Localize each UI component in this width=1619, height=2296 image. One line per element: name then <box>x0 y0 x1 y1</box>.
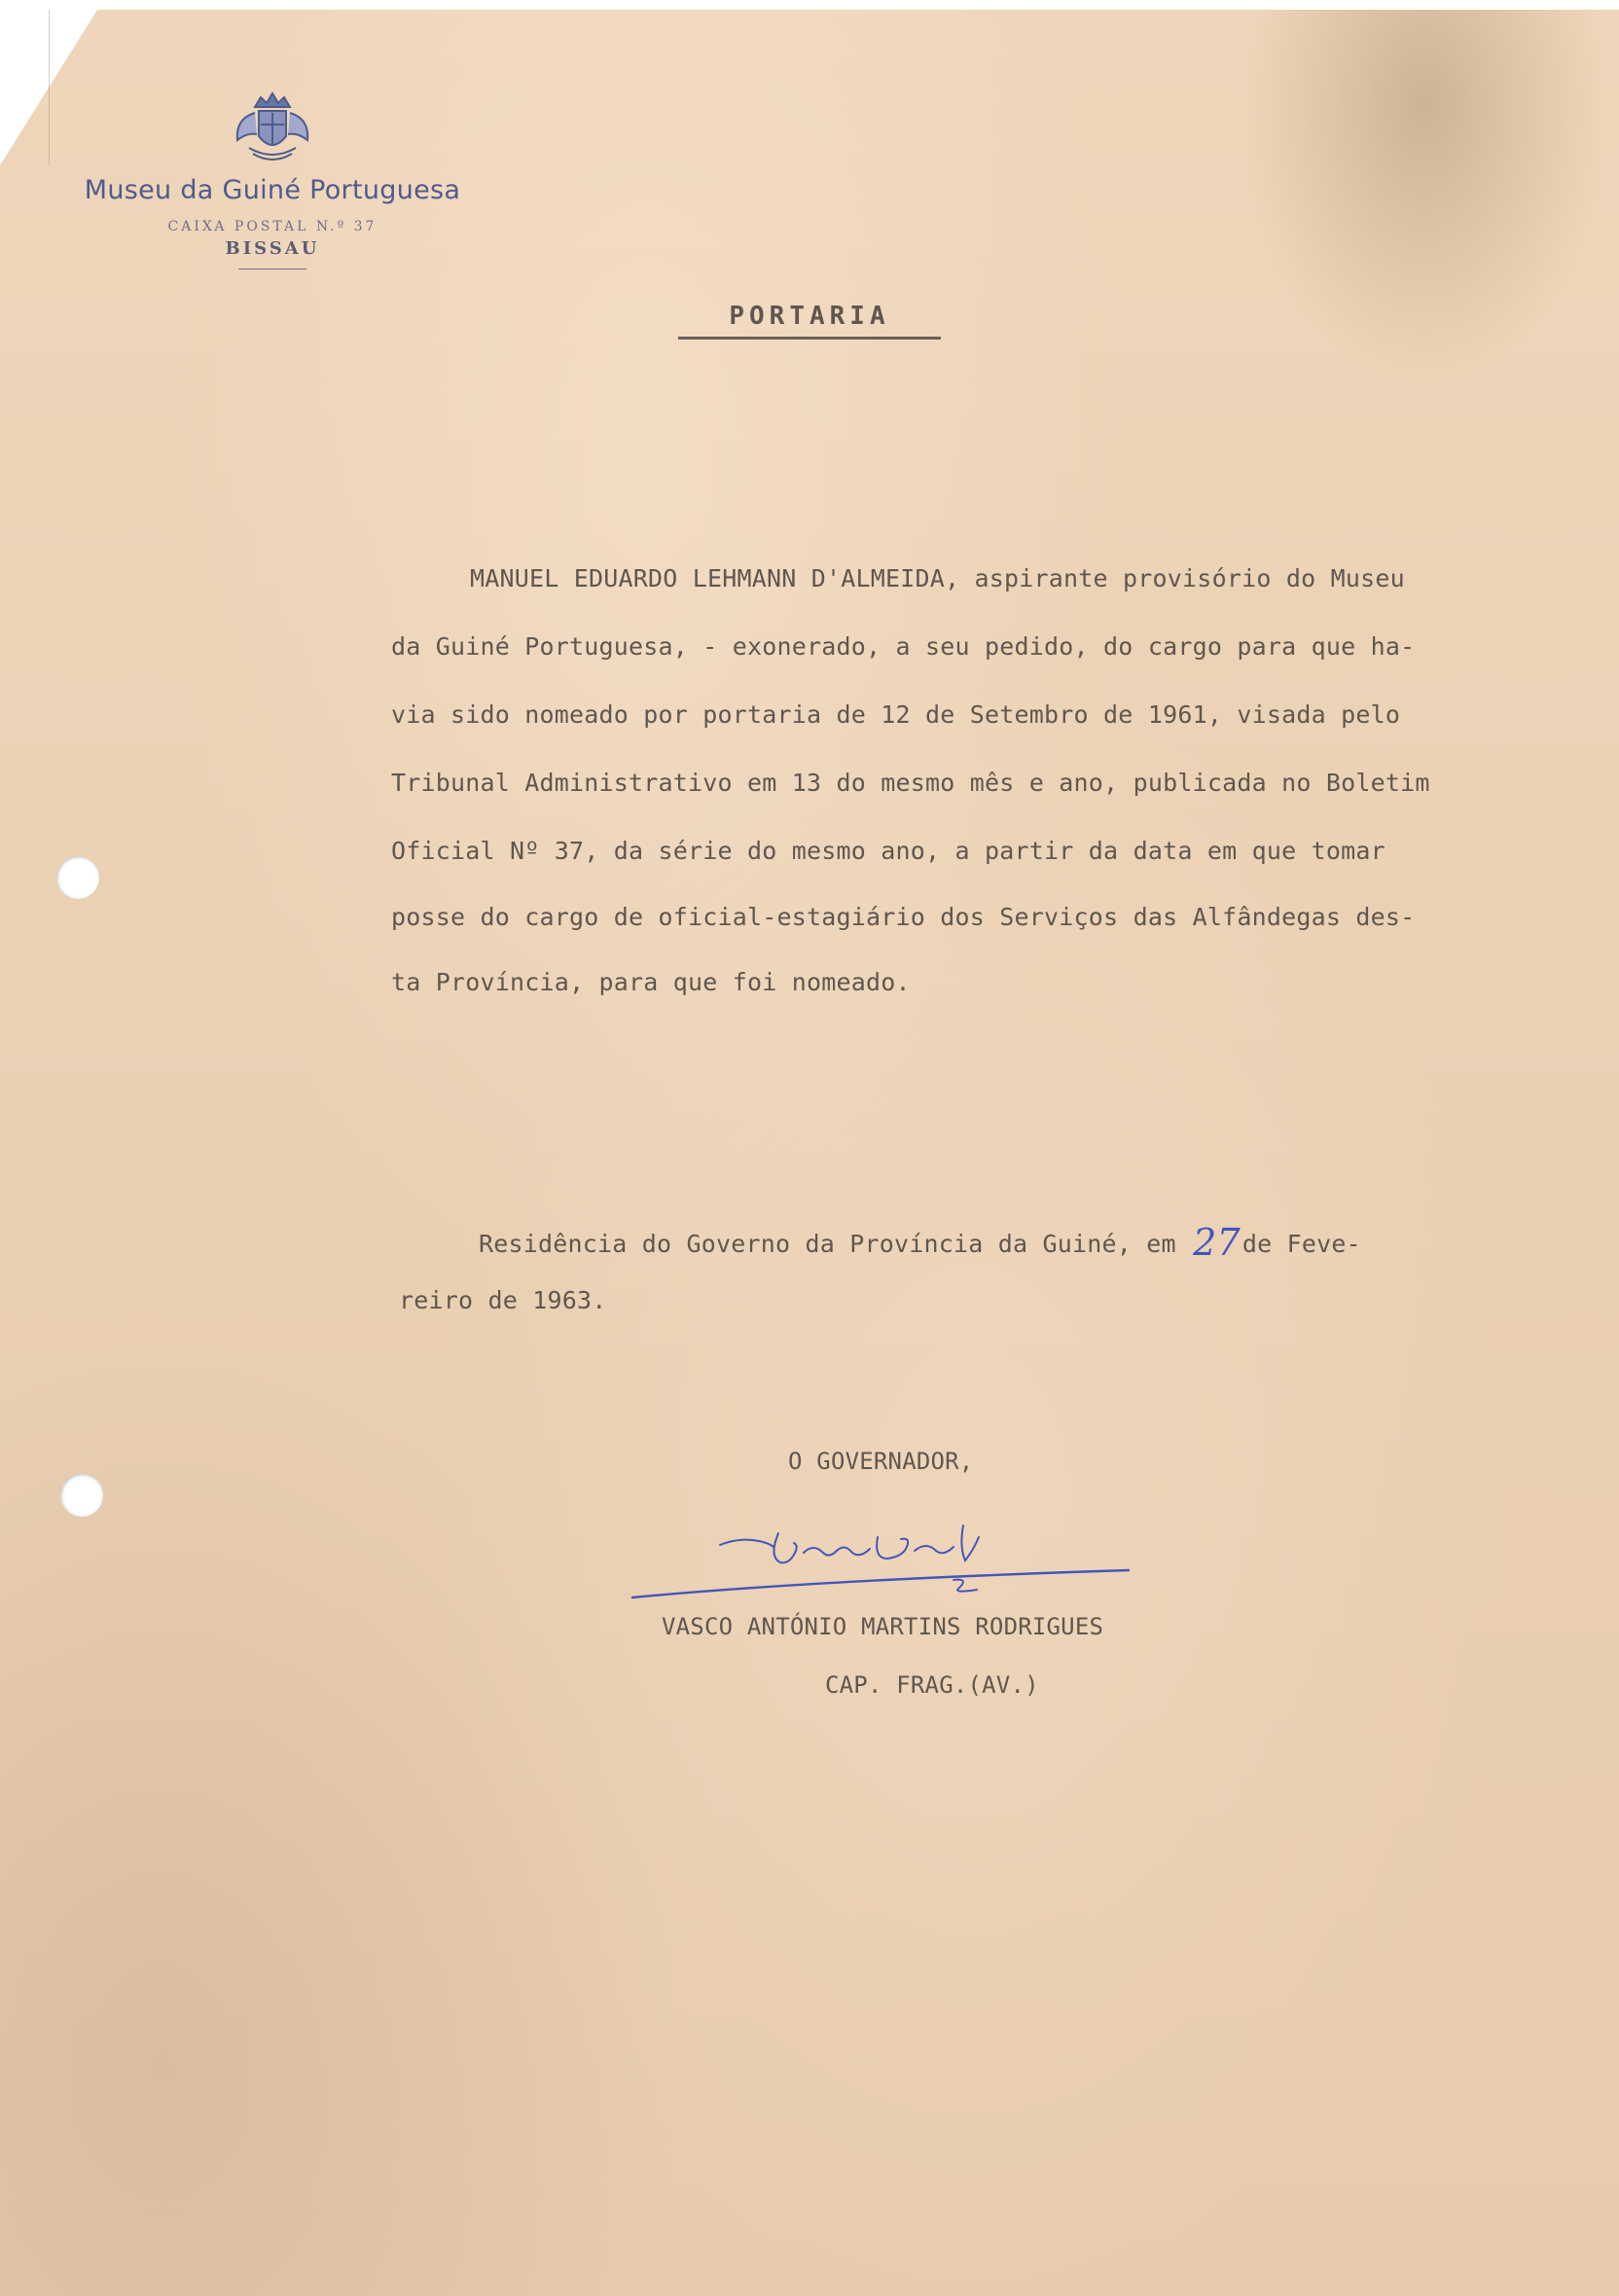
punch-hole <box>60 1474 103 1517</box>
body-line: Tribunal Administrativo em 13 do mesmo mês e ano, publicada no Boletim <box>391 769 1430 797</box>
city-name: BISSAU <box>225 238 320 259</box>
coat-of-arms-icon <box>226 90 319 167</box>
signatory-title: O GOVERNADOR, <box>788 1448 974 1475</box>
body-line: MANUEL EDUARDO LEHMANN D'ALMEIDA, aspirante provisório do Museu <box>470 564 1405 592</box>
punch-hole <box>56 856 99 899</box>
body-line: da Guiné Portuguesa, - exonerado, a seu pedido, do cargo para que ha- <box>391 632 1416 661</box>
place-date-prefix: Residência do Governo da Província da Guiné, em <box>479 1230 1176 1258</box>
document-page <box>0 10 1619 2296</box>
body-line: Oficial Nº 37, da série do mesmo ano, a partir da data em que tomar <box>391 837 1385 865</box>
body-line: via sido nomeado por portaria de 12 de Setembro de 1961, visada pelo <box>391 700 1401 729</box>
signatory-name: VASCO ANTÓNIO MARTINS RODRIGUES <box>662 1613 1104 1640</box>
place-date-line-2: reiro de 1963. <box>399 1286 607 1314</box>
place-date-suffix: de Feve- <box>1241 1230 1361 1258</box>
signatory-rank: CAP. FRAG.(AV.) <box>825 1671 1039 1699</box>
body-line: ta Província, para que foi nomeado. <box>391 968 911 996</box>
postal-box: CAIXA POSTAL N.º 37 <box>167 219 378 234</box>
body-line: posse do cargo de oficial-estagiário dos Serviços das Alfândegas des- <box>391 903 1416 931</box>
handwritten-signature <box>623 1508 1148 1615</box>
museum-name: Museu da Guiné Portuguesa <box>84 175 461 205</box>
place-date-line <box>479 1221 1361 1264</box>
handwritten-day: 27 <box>1193 1221 1241 1264</box>
document-title: PORTARIA <box>678 302 941 340</box>
letterhead <box>68 90 477 269</box>
